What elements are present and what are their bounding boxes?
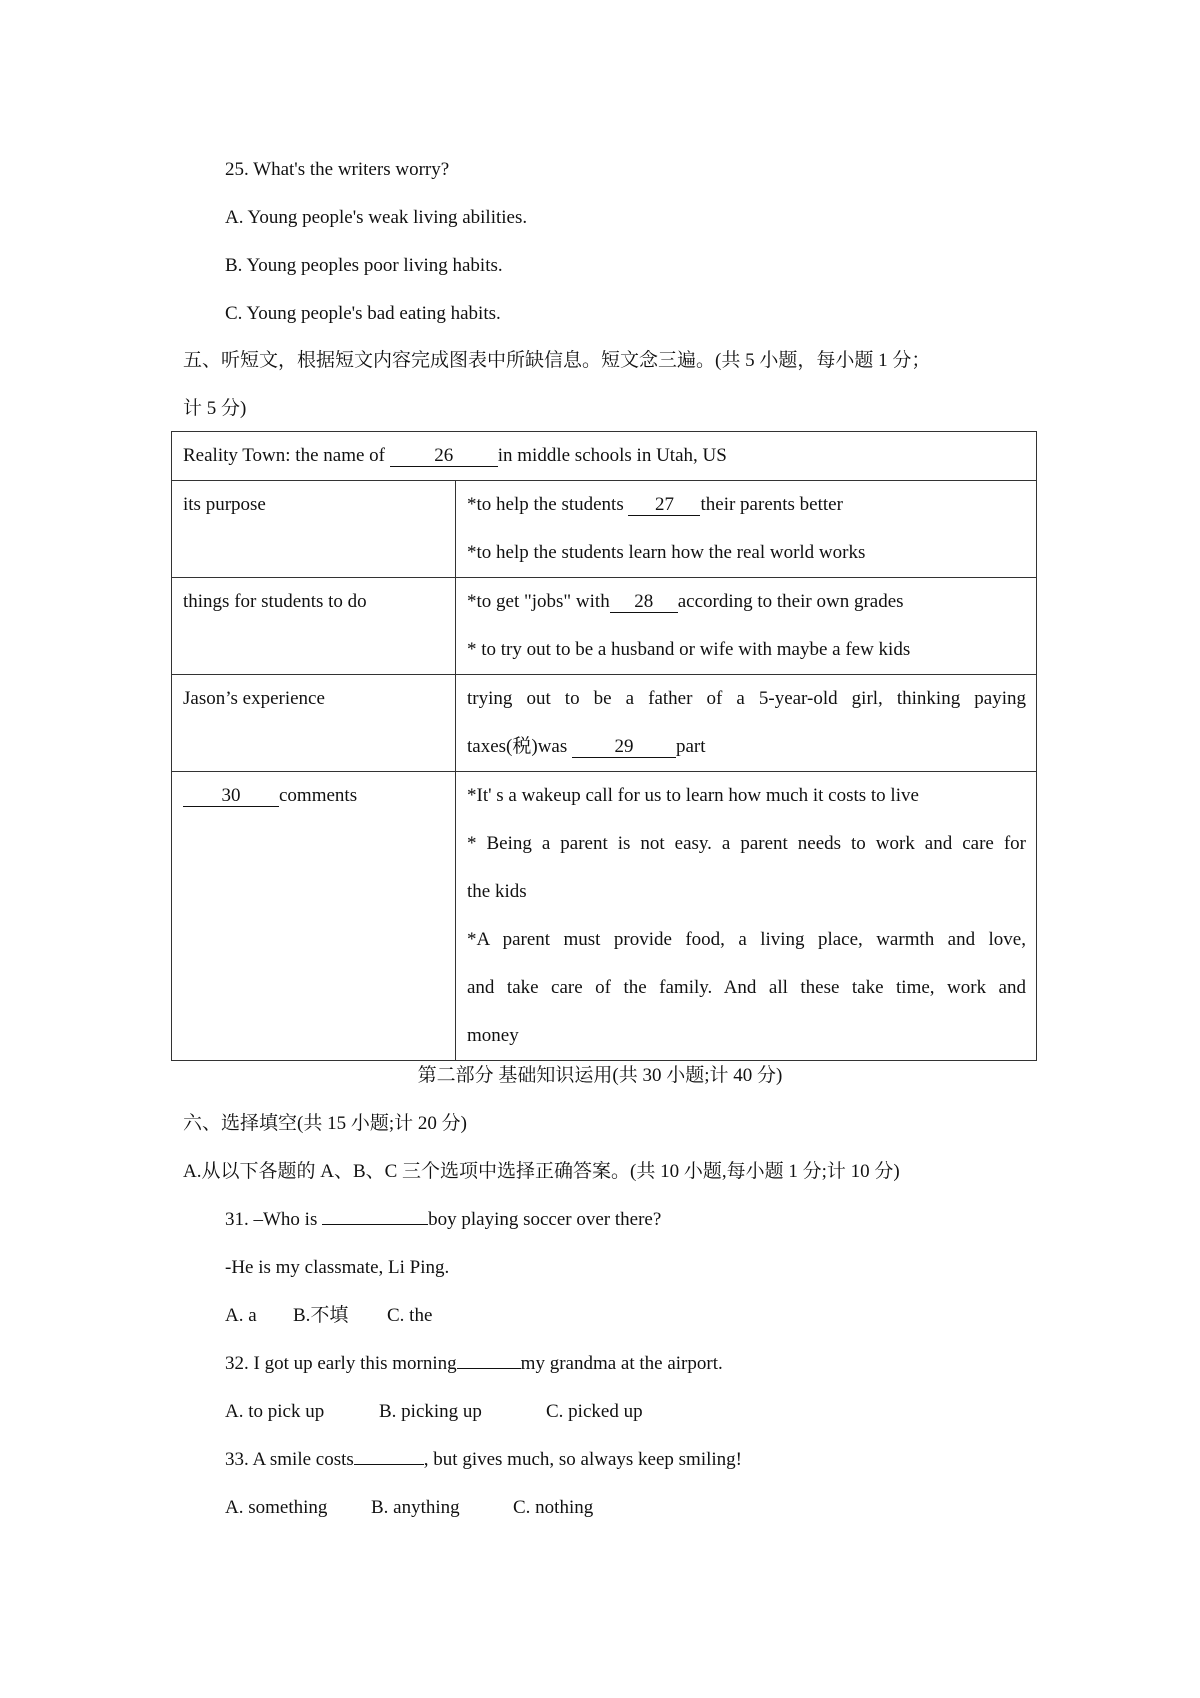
row2-line1: *to help the students 27 their parents better: [467, 494, 843, 515]
row3-line1: *to get "jobs" with 28 according to their own grades: [467, 591, 904, 612]
row5-comment-3: *A parent must provide food, a living place, warmth and love,: [467, 929, 1026, 950]
table-row: [172, 480, 1036, 577]
q31-stem: 31. –Who is boy playing soccer over there?: [225, 1209, 662, 1230]
q32-stem: 32. I got up early this morning my grandma at the airport.: [225, 1353, 723, 1374]
q33-stem: 33. A smile costs , but gives much, so always keep smiling!: [225, 1449, 743, 1470]
section5-heading-cont: 计 5 分): [183, 398, 247, 419]
row2-line2: *to help the students learn how the real world works: [467, 542, 866, 563]
q31-reply: -He is my classmate, Li Ping.: [225, 1257, 450, 1278]
row5-label: 30 comments: [172, 772, 456, 1060]
q25-option-b: B. Young peoples poor living habits.: [225, 255, 503, 276]
sectionA-heading: A.从以下各题的 A、B、C 三个选项中选择正确答案。(共 10 小题,每小题 1 分;计 10 分): [183, 1161, 900, 1182]
row1-text-post: in middle schools in Utah, US: [497, 445, 727, 466]
row3-line2: * to try out to be a husband or wife with maybe a few kids: [467, 639, 911, 660]
blank-30: 30: [183, 786, 279, 807]
q32-option-c: C. picked up: [546, 1401, 643, 1422]
q25-stem: 25. What's the writers worry?: [225, 159, 450, 180]
row4-label: Jason’s experience: [172, 675, 456, 771]
row5-comment-3-end: money: [467, 1025, 519, 1046]
q32-blank: [457, 1368, 521, 1369]
q32-option-b: B. picking up: [379, 1401, 482, 1422]
row5-comment-2: * Being a parent is not easy. a parent needs to work and care for: [467, 833, 1026, 854]
q31-option-b: B.不填: [293, 1305, 349, 1326]
table-row: [172, 577, 1036, 674]
row4-line1: trying out to be a father of a 5-year-old girl, thinking paying: [467, 688, 1026, 709]
row4-line2: taxes(税)was 29 part: [467, 736, 706, 757]
part2-title: 第二部分 基础知识运用(共 30 小题;计 40 分): [417, 1065, 783, 1086]
row4-content: [456, 675, 1036, 771]
row5-comment-2-cont: the kids: [467, 881, 527, 902]
q31-option-a: A. a: [225, 1305, 257, 1326]
row1-cell: [172, 432, 737, 480]
blank-28: 28: [610, 592, 678, 613]
info-table: [171, 431, 1037, 1061]
row2-label: its purpose: [172, 481, 456, 577]
q33-option-c: C. nothing: [513, 1497, 594, 1518]
blank-26: 26: [390, 446, 498, 467]
q25-option-c: C. Young people's bad eating habits.: [225, 303, 501, 324]
row5-comment-1: *It' s a wakeup call for us to learn how much it costs to live: [467, 785, 919, 806]
blank-27: 27: [628, 495, 700, 516]
table-row: [172, 674, 1036, 771]
q31-blank: [322, 1224, 428, 1225]
section5-heading: 五、听短文，根据短文内容完成图表中所缺信息。短文念三遍。(共 5 小题，每小题 1 分；: [183, 350, 931, 371]
table-row: [172, 432, 1036, 480]
q33-option-a: A. something: [225, 1497, 328, 1518]
q33-blank: [354, 1464, 424, 1465]
row5-comment-3-cont: and take care of the family. And all these take time, work and: [467, 977, 1026, 998]
q25-option-a: A. Young people's weak living abilities.: [225, 207, 528, 228]
table-row: [172, 771, 1036, 1060]
q32-options: [225, 1401, 643, 1423]
row3-label: things for students to do: [172, 578, 456, 674]
blank-29: 29: [572, 737, 676, 758]
row2-content: [456, 481, 1036, 577]
row1-text: Reality Town: the name of: [183, 445, 390, 466]
q31-option-c: C. the: [387, 1305, 433, 1326]
section6-heading: 六、选择填空(共 15 小题;计 20 分): [183, 1113, 467, 1134]
row5-content: [456, 772, 1036, 1060]
row3-content: [456, 578, 1036, 674]
q33-option-b: B. anything: [371, 1497, 460, 1518]
q31-options: [225, 1305, 432, 1327]
q33-options: [225, 1497, 593, 1519]
q32-option-a: A. to pick up: [225, 1401, 325, 1422]
